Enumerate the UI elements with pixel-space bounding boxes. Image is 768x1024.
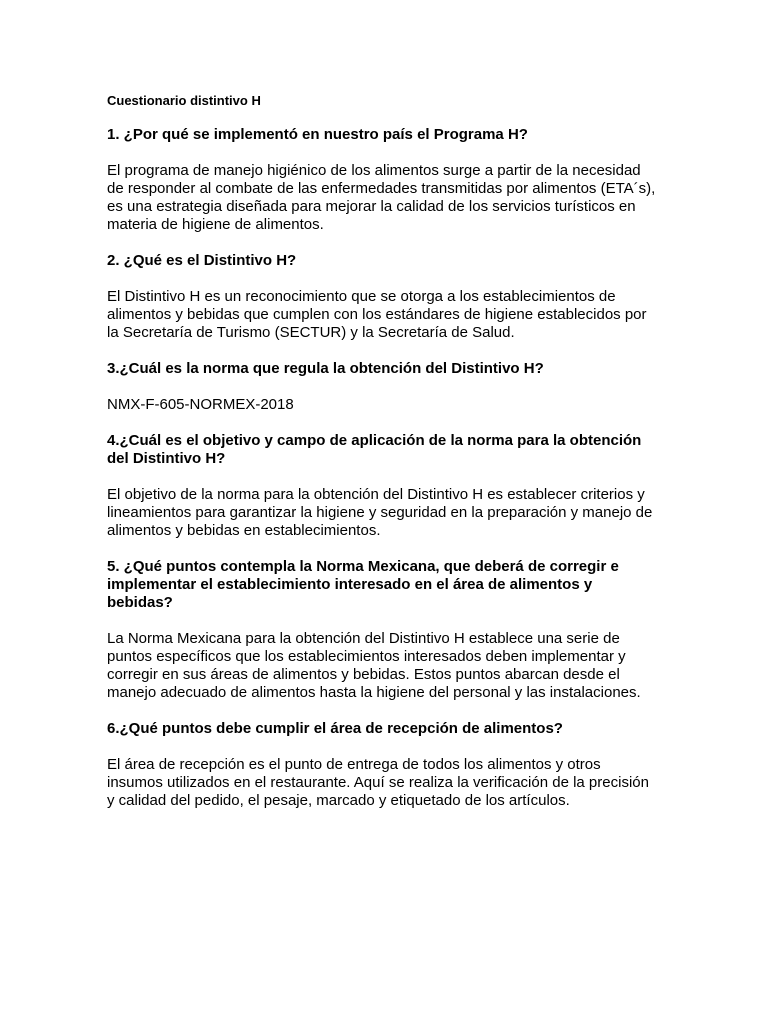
- question-line: bebidas?: [107, 594, 173, 611]
- answer-line: y calidad del pedido, el pesaje, marcado y etiquetado de los artículos.: [107, 792, 570, 809]
- answer-line: El programa de manejo higiénico de los alimentos surge a partir de la necesidad: [107, 162, 641, 179]
- answer-2: [107, 288, 668, 342]
- question-line: 1. ¿Por qué se implementó en nuestro país el Programa H?: [107, 126, 528, 143]
- answer-line: manejo adecuado de alimentos hasta la higiene del personal y las instalaciones.: [107, 684, 641, 701]
- question-line: 3.¿Cuál es la norma que regula la obtención del Distintivo H?: [107, 360, 544, 377]
- question-line: 2. ¿Qué es el Distintivo H?: [107, 252, 297, 269]
- answer-3: [107, 396, 668, 414]
- question-line: implementar el establecimiento interesado en el área de alimentos y: [107, 576, 593, 593]
- answer-line: insumos utilizados en el restaurante. Aquí se realiza la verificación de la precisión: [107, 774, 649, 791]
- question-line: 6.¿Qué puntos debe cumplir el área de recepción de alimentos?: [107, 720, 563, 737]
- answer-line: es una estrategia diseñada para mejorar la calidad de los servicios turísticos en: [107, 198, 636, 215]
- answer-line: corregir en sus áreas de alimentos y bebidas. Estos puntos abarcan desde el: [107, 666, 620, 683]
- answer-line: alimentos y bebidas en establecimientos.: [107, 522, 381, 539]
- answer-line: la Secretaría de Turismo (SECTUR) y la Secretaría de Salud.: [107, 324, 515, 341]
- document-title: Cuestionario distintivo H: [107, 93, 261, 108]
- answer-line: alimentos y bebidas que cumplen con los estándares de higiene establecidos por: [107, 306, 647, 323]
- answer-line: materia de higiene de alimentos.: [107, 216, 324, 233]
- answer-5: [107, 630, 668, 702]
- answer-6: [107, 756, 668, 810]
- question-3: [107, 360, 668, 378]
- question-6: [107, 720, 668, 738]
- answer-4: [107, 486, 668, 540]
- question-2: [107, 252, 668, 270]
- question-4: [107, 432, 668, 468]
- answer-1: [107, 162, 668, 234]
- answer-line: lineamientos para garantizar la higiene y seguridad en la preparación y manejo de: [107, 504, 653, 521]
- question-line: 5. ¿Qué puntos contempla la Norma Mexicana, que deberá de corregir e: [107, 558, 619, 575]
- question-5: [107, 558, 668, 612]
- answer-line: NMX-F-605-NORMEX-2018: [107, 396, 294, 413]
- answer-line: La Norma Mexicana para la obtención del Distintivo H establece una serie de: [107, 630, 620, 647]
- answer-line: puntos específicos que los establecimientos interesados deben implementar y: [107, 648, 626, 665]
- answer-line: El Distintivo H es un reconocimiento que se otorga a los establecimientos de: [107, 288, 616, 305]
- question-1: [107, 126, 668, 144]
- answer-line: El objetivo de la norma para la obtención del Distintivo H es establecer criterios y: [107, 486, 645, 503]
- answer-line: El área de recepción es el punto de entrega de todos los alimentos y otros: [107, 756, 601, 773]
- question-line: del Distintivo H?: [107, 450, 226, 467]
- question-line: 4.¿Cuál es el objetivo y campo de aplicación de la norma para la obtención: [107, 432, 642, 449]
- answer-line: de responder al combate de las enfermedades transmitidas por alimentos (ETA´s),: [107, 180, 656, 197]
